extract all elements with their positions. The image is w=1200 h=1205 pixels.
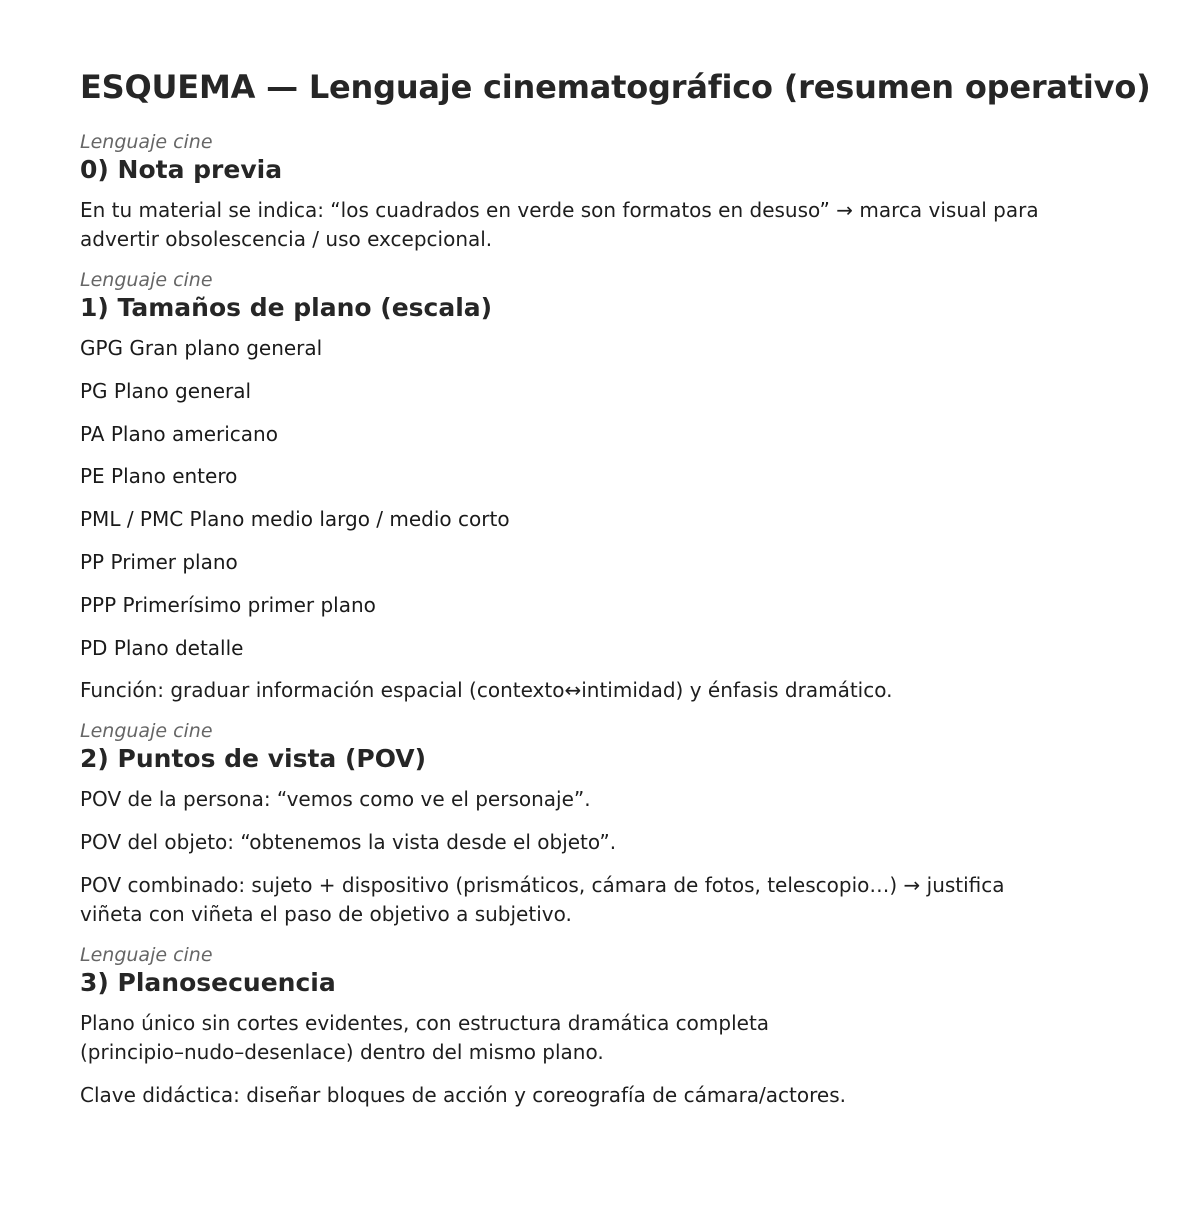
section-puntos-de-vista [80,719,1200,929]
list-item: GPG Gran plano general [80,336,323,360]
section-heading: 3) Planosecuencia [80,968,336,998]
section-tamanos-plano [80,268,1200,705]
section-heading: 2) Puntos de vista (POV) [80,744,427,774]
section-heading: 0) Nota previa [80,155,283,184]
paragraph: Plano único sin cortes evidentes, con estructura dramática completa (principio–nudo–desenlace) dentro del mismo plano. [80,1011,770,1065]
list-item: PE Plano entero [80,464,238,489]
list-item: PA Plano americano [80,421,278,446]
page-title: ESQUEMA — Lenguaje cinematográfico (resumen operativo) [80,68,1151,106]
paragraph: POV combinado: sujeto + dispositivo (prismáticos, cámara de fotos, telescopio…) → justifica viñeta con viñeta el paso de objetivo a subjetivo. [80,873,1005,927]
section-heading: 1) Tamaños de plano (escala) [80,293,493,322]
list-item: PP Primer plano [80,549,238,574]
paragraph: Función: graduar información espacial (contexto↔intimidad) y énfasis dramático. [80,678,893,703]
section-label: Lenguaje cine [80,720,213,743]
section-label: Lenguaje cine [80,269,213,291]
section-label: Lenguaje cine [80,944,213,967]
list-item: PML / PMC Plano medio largo / medio corto [80,507,510,532]
paragraph: Clave didáctica: diseñar bloques de acción y coreografía de cámara/actores. [80,1083,846,1108]
paragraph: POV de la persona: “vemos como ve el personaje”. [80,787,591,812]
paragraph: POV del objeto: “obtenemos la vista desde el objeto”. [80,830,617,855]
paragraph: En tu material se indica: “los cuadrados en verde son formatos en desuso” → marca visual para advertir obsolescencia / uso excepcional. [80,198,1039,251]
list-item: PD Plano detalle [80,635,244,660]
section-label: Lenguaje cine [80,131,213,153]
section-planosecuencia [80,943,1200,1110]
list-item: PG Plano general [80,378,252,403]
list-item: PPP Primerísimo primer plano [80,592,376,617]
section-nota-previa [80,130,1200,254]
